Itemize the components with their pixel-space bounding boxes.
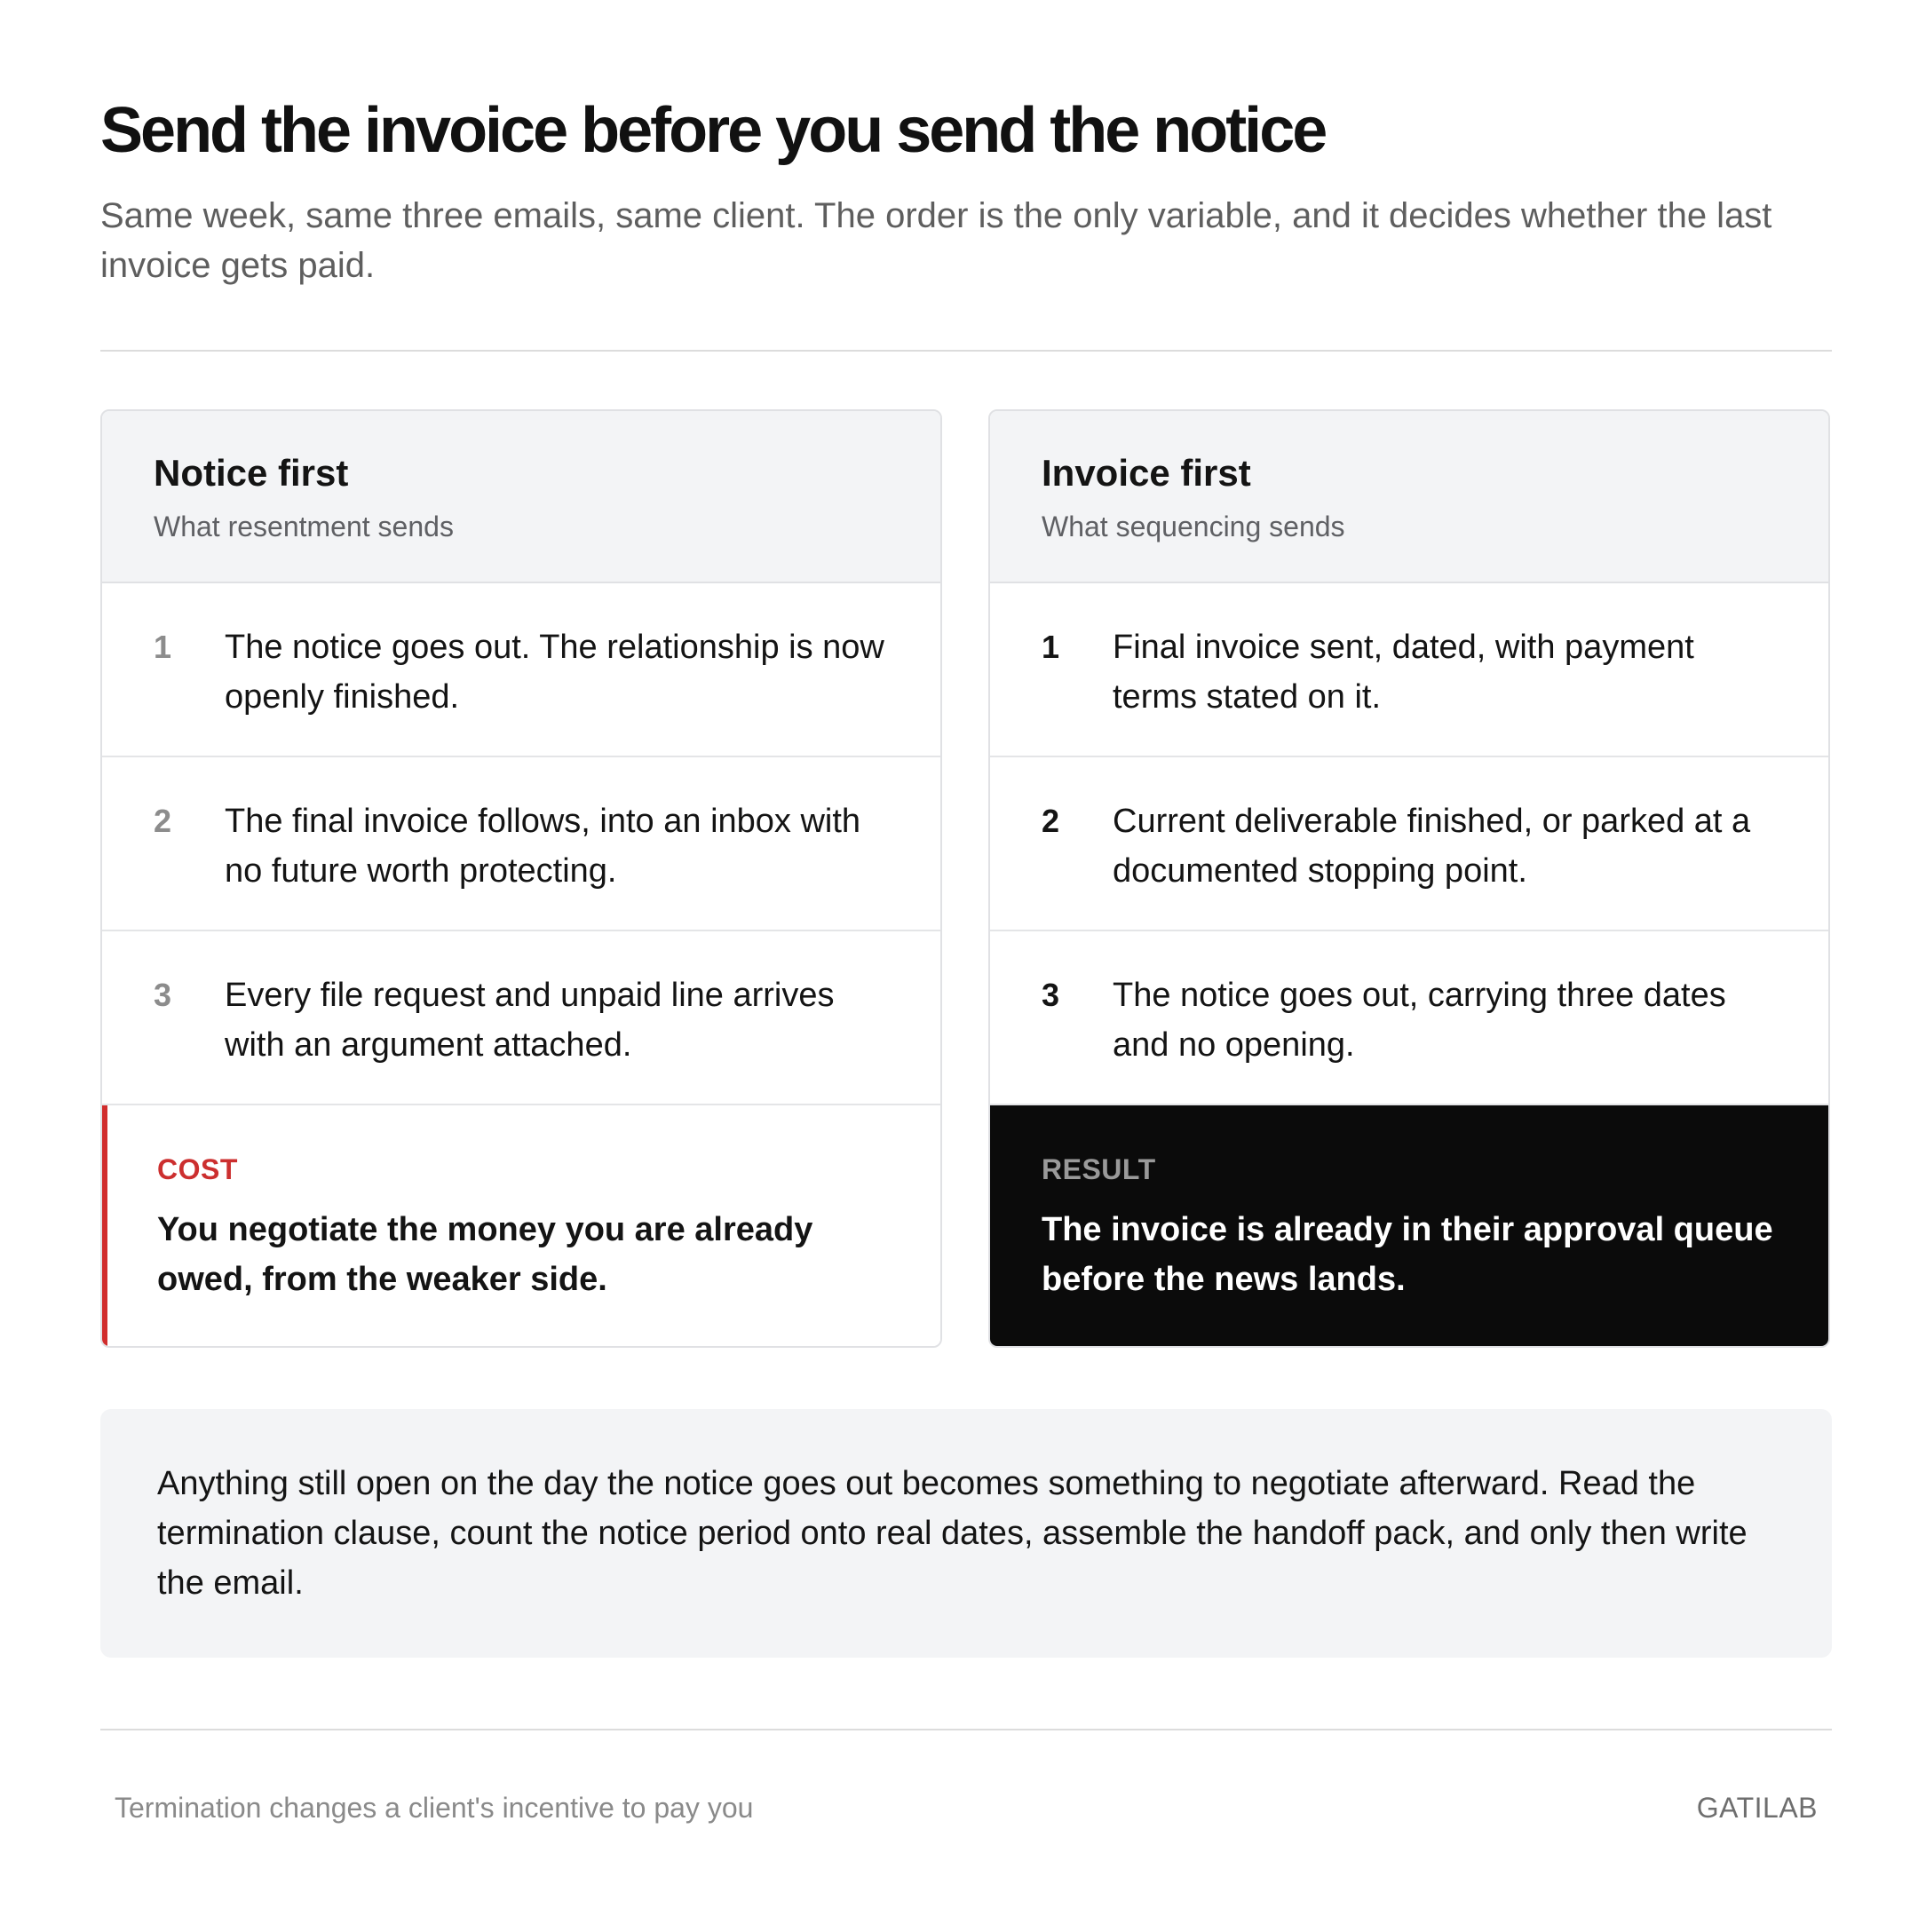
summary-note: Anything still open on the day the notice goes out becomes something to negotiate afterward. Read the termination clause, count the notice period onto real dates, assemble the handoff pack, and only then write the email.: [100, 1409, 1832, 1658]
divider: [100, 1729, 1832, 1730]
footer-caption: Termination changes a client's incentive to pay you: [115, 1792, 754, 1824]
step-text: The notice goes out, carrying three dates and no opening.: [1113, 977, 1726, 1064]
step-row: [102, 583, 940, 757]
card-title: Notice first: [154, 452, 349, 494]
step-number: 1: [1042, 629, 1060, 665]
card-header: [102, 411, 940, 583]
step-row: [102, 931, 940, 1105]
brand-name: GATILAB: [1696, 1792, 1818, 1824]
cost-panel: [102, 1105, 940, 1346]
step-row: [990, 757, 1828, 931]
page-subtitle: Same week, same three emails, same client. The order is the only variable, and it decides whether the last invoice gets paid.: [100, 196, 1772, 285]
result-panel: [990, 1105, 1828, 1346]
step-number: 2: [154, 803, 172, 839]
invoice-first-card: [988, 409, 1830, 1348]
cost-text: You negotiate the money you are already owed, from the weaker side.: [157, 1211, 813, 1298]
step-row: [990, 583, 1828, 757]
result-text: The invoice is already in their approval queue before the news lands.: [1042, 1211, 1773, 1298]
step-row: [102, 757, 940, 931]
notice-first-card: [100, 409, 942, 1348]
step-text: Every file request and unpaid line arrives with an argument attached.: [225, 977, 835, 1064]
result-label: RESULT: [1042, 1153, 1156, 1185]
step-number: 3: [154, 977, 172, 1013]
step-row: [990, 931, 1828, 1105]
divider: [100, 350, 1832, 352]
card-subtitle: What sequencing sends: [1042, 511, 1345, 542]
card-title: Invoice first: [1042, 452, 1251, 494]
step-number: 2: [1042, 803, 1060, 839]
step-text: The final invoice follows, into an inbox with no future worth protecting.: [225, 803, 861, 890]
page-title: Send the invoice before you send the notice: [100, 95, 1326, 166]
step-number: 1: [154, 629, 172, 665]
cost-label: COST: [157, 1153, 238, 1185]
step-text: Current deliverable finished, or parked at a documented stopping point.: [1113, 803, 1751, 890]
card-header: [990, 411, 1828, 583]
step-number: 3: [1042, 977, 1060, 1013]
step-text: Final invoice sent, dated, with payment terms stated on it.: [1113, 629, 1694, 716]
step-text: The notice goes out. The relationship is now openly finished.: [225, 629, 884, 716]
card-subtitle: What resentment sends: [154, 511, 454, 542]
